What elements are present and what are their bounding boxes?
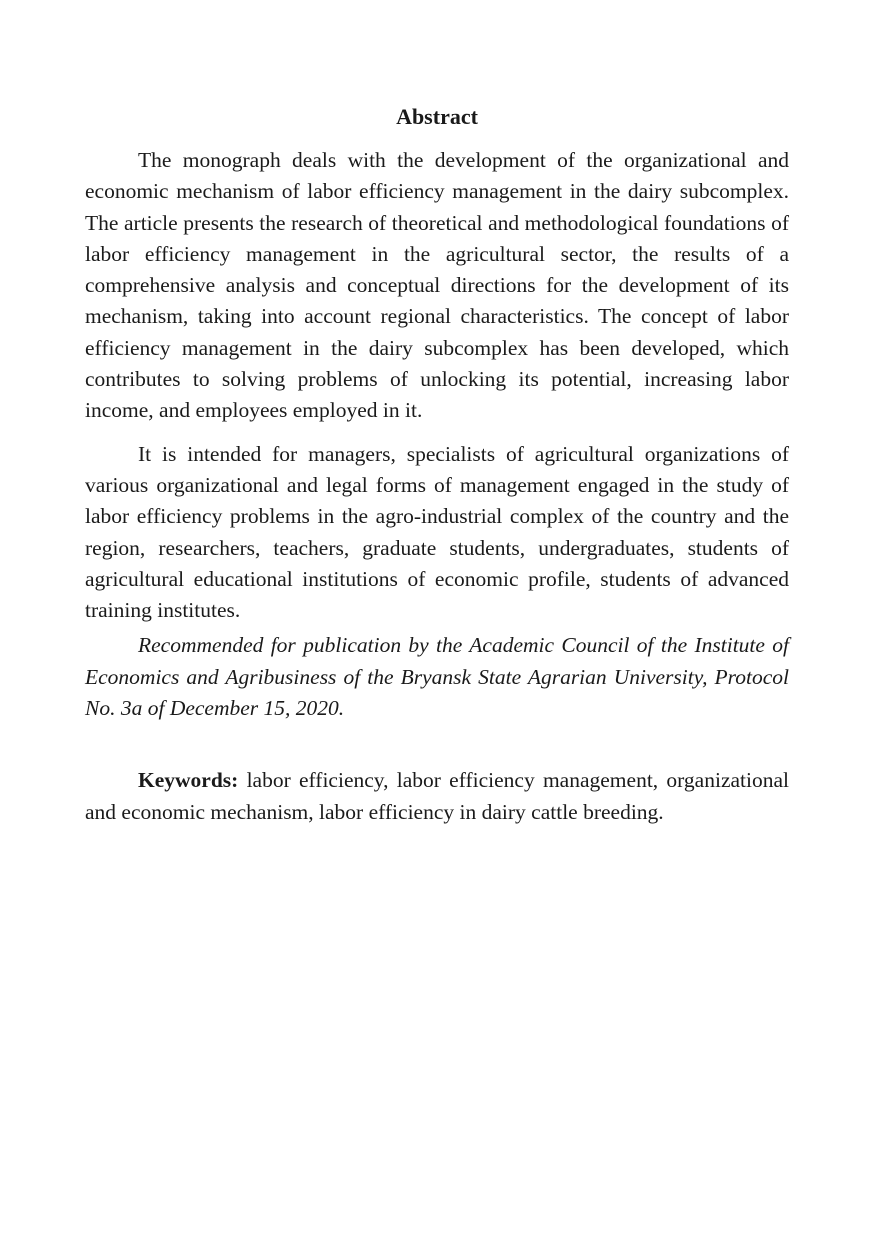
keywords-text: labor efficiency, labor efficiency management, organizational and economic mechanism, labor efficiency in dairy cattle breeding. <box>85 768 789 824</box>
keywords-label: Keywords: <box>138 768 239 793</box>
abstract-paragraph-1: The monograph deals with the development of the organizational and economic mechanism of labor efficiency management in the dairy subcomplex. The article presents the research of theoretical and methodological foundations of labor efficiency management in the agricultural sector, the results of a comprehensive analysis and conceptual directions for the development of its mechanism, taking into account regional characteristics. The concept of labor efficiency management in the dairy subcomplex has been developed, which contributes to solving problems of unlocking its potential, increasing labor income, and employees employed in it. <box>85 148 789 423</box>
abstract-title: Abstract <box>396 104 478 129</box>
abstract-page <box>85 101 789 828</box>
recommendation-note: Recommended for publication by the Academic Council of the Institute of Economics and Agribusiness of the Bryansk State Agrarian University, Protocol No. 3a of December 15, 2020. <box>85 633 789 721</box>
keywords-paragraph <box>85 765 789 828</box>
abstract-paragraph-2: It is intended for managers, specialists of agricultural organizations of various organizational and legal forms of management engaged in the study of labor efficiency problems in the agro-industrial complex of the country and the region, researchers, teachers, graduate students, undergraduates, students of agricultural educational institutions of economic profile, students of advanced training institutes. <box>85 441 789 623</box>
